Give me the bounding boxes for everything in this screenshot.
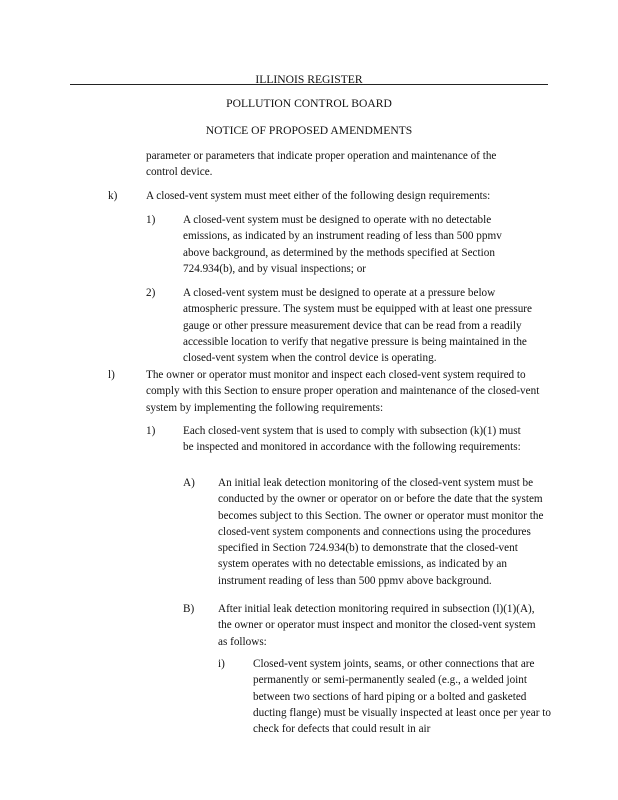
- k1-text: A closed-vent system must be designed to operate with no detectable emissions, as indicated by an instrument reading of less than 500 ppmv above background, as determined by the methods specified at Section 724.934(b), and by visual inspections; or: [183, 214, 502, 275]
- continuation-text: parameter or parameters that indicate proper operation and maintenance of the control device.: [146, 150, 497, 179]
- subsection-l-label: l): [108, 369, 115, 381]
- l1Bi-label: i): [218, 658, 225, 670]
- register-title: ILLINOIS REGISTER: [255, 73, 363, 86]
- l1-label: 1): [146, 425, 156, 437]
- k2-label: 2): [146, 287, 156, 299]
- board-title: POLLUTION CONTROL BOARD: [226, 97, 392, 110]
- notice-title: NOTICE OF PROPOSED AMENDMENTS: [205, 124, 413, 137]
- l1B-text: After initial leak detection monitoring required in subsection (l)(1)(A), the owner or operator must inspect and monitor the closed-vent system as follows:: [218, 603, 536, 648]
- subsection-k-text: A closed-vent system must meet either of the following design requirements:: [146, 190, 491, 202]
- l1-text: Each closed-vent system that is used to comply with subsection (k)(1) must be inspected and monitored in accordance with the following requirements:: [183, 425, 521, 454]
- l1Bi-text: Closed-vent system joints, seams, or other connections that are permanently or semi-permanently sealed (e.g., a welded joint between two sections of hard piping or a bolted and gasketed ducting flange) must be visually inspected at least once per year to check for defects that could result in air: [253, 658, 551, 736]
- l1A-text: An initial leak detection monitoring of the closed-vent system must be conducted by the owner or operator on or before the date that the system becomes subject to this Section. The owner or operator must monitor the closed-vent system components and connections using the procedures specified in Section 724.934(b) to demonstrate that the closed-vent system operates with no detectable emissions, as indicated by an instrument reading of less than 500 ppmv above background.: [218, 477, 544, 587]
- l1B-label: B): [183, 603, 195, 615]
- subsection-l-text: The owner or operator must monitor and inspect each closed-vent system required to comply with this Section to ensure proper operation and maintenance of the closed-vent system by implementing the following requirements:: [146, 369, 540, 414]
- l1A-label: A): [183, 477, 195, 489]
- k2-text: A closed-vent system must be designed to operate at a pressure below atmospheric pressure. The system must be equipped with at least one pressure gauge or other pressure measurement device that can be read from a readily accessible location to verify that negative pressure is being maintained in the closed-vent system when the control device is operating.: [183, 287, 533, 365]
- k1-label: 1): [146, 214, 156, 226]
- subsection-k-label: k): [108, 190, 118, 202]
- header-rule: [70, 84, 548, 85]
